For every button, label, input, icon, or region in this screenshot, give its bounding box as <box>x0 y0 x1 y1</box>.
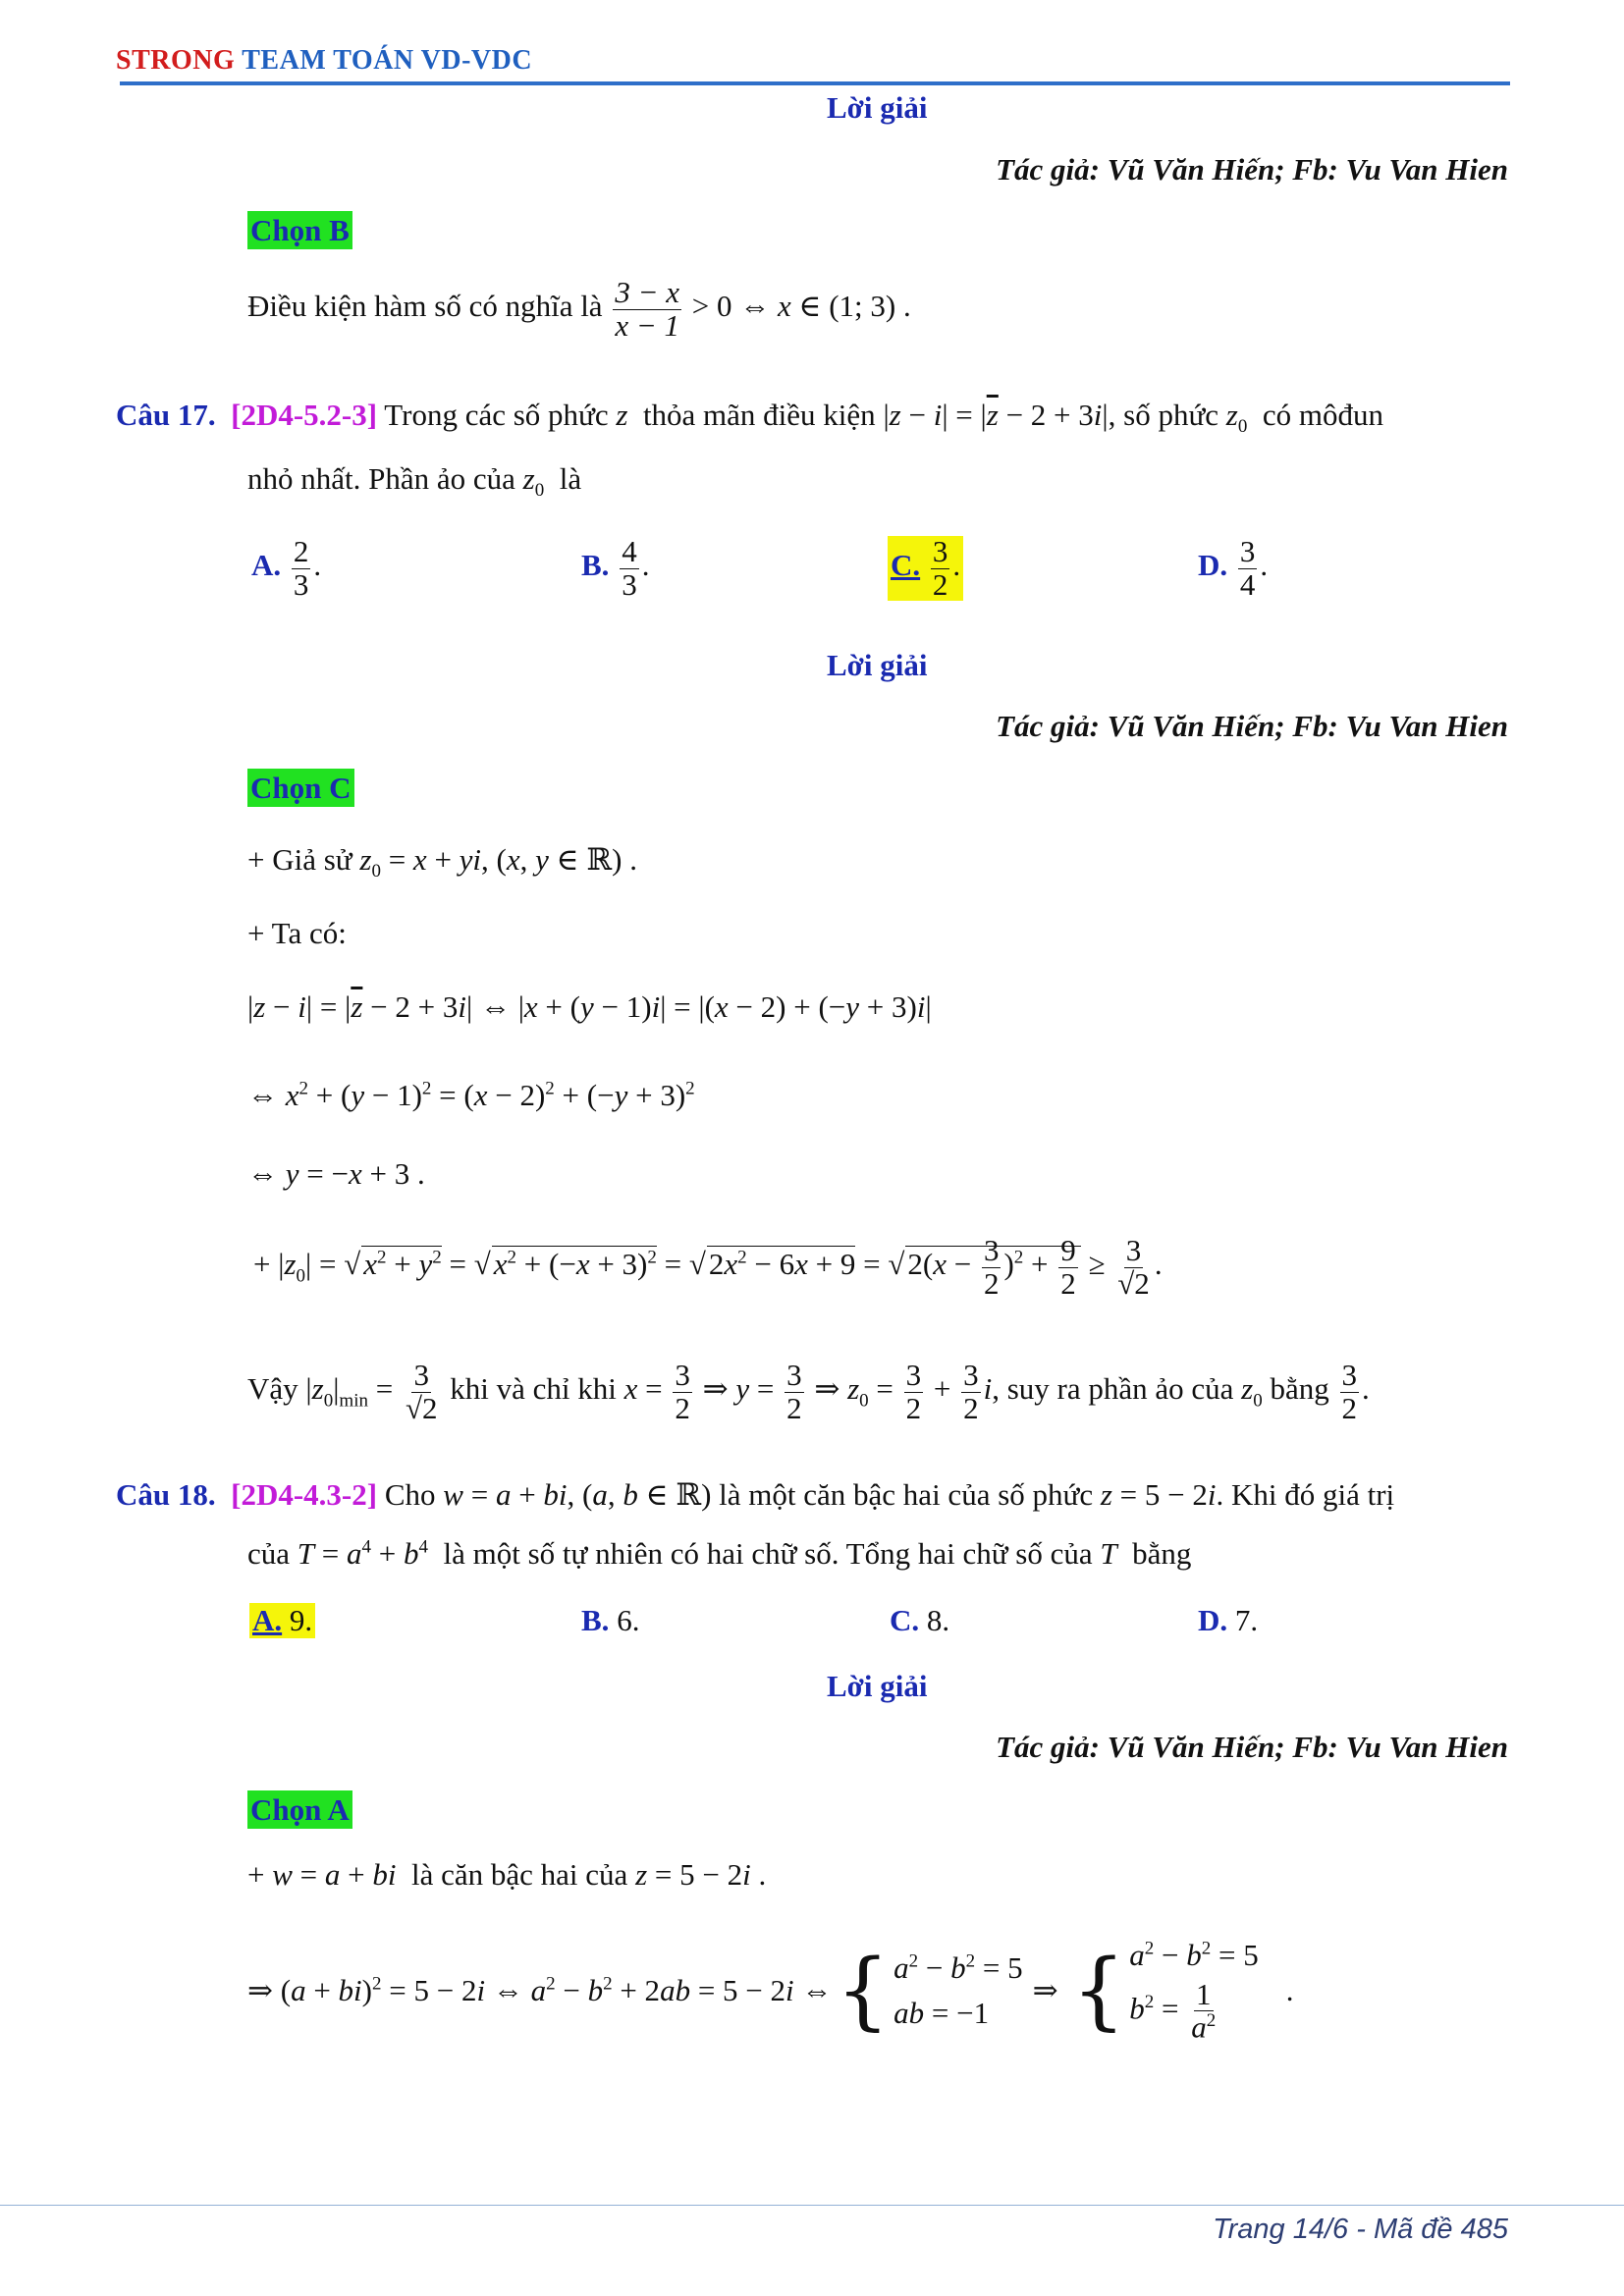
question-number: Câu 17. <box>116 398 216 432</box>
solution-step: + Giả sử $z_0 = x$ + yi, (x, y ∈ ℝ) . <box>247 842 637 882</box>
fraction: $\frac{3 - x}{x - 1}$ <box>615 275 680 343</box>
modulus-line: + $|z_0| = √x^2 + y^2 = √x^2 + (-x + 3)^2 = √2x^2 - 6x + 9 = √2(x$ − $\frac{3}{2}$ )$^2$ + $\frac{9}{2}$ ≥ $\frac{3}{√2}$ . <box>253 1233 1163 1301</box>
equation-line: ⇔ $x^2 + (y - 1)^2 = (x - 2)^2 + (-y + 3)^2$ <box>247 1078 695 1112</box>
question-code: [2D4-5.2-3] <box>231 398 378 432</box>
brand-title <box>116 45 532 77</box>
question-17: Câu 17. [2D4-5.2-3] Trong các số phức z thỏa mãn điều kiện $|z - i| = |\overline{z} - 2 + 3i|$, số phức $z_0$ có môđun <box>116 398 1383 438</box>
brand-team: TEAM TOÁN VD-VDC <box>242 45 533 76</box>
author-line: Tác giả: Vũ Văn Hiến; Fb: Vu Van Hien <box>996 1730 1508 1764</box>
equation-line: $|z - i| = |\overline{z} - 2 + 3i|$ ⇔ |x + (y − 1)i| = |(x − 2) + (−y + 3)i| <box>247 989 932 1024</box>
chon-badge: Chọn C <box>247 771 354 806</box>
header-rule <box>120 81 1510 85</box>
question-number: Câu 18. <box>116 1477 216 1512</box>
option-b[interactable]: B. $\frac{4}{3}$ . <box>581 534 650 602</box>
option-d[interactable]: D. $\frac{3}{4}$ . <box>1198 534 1269 602</box>
option-a-correct[interactable]: A. 9. <box>249 1603 315 1638</box>
page-number: Trang 14/6 - Mã đề 485 <box>1213 2214 1508 2245</box>
condition-line: Điều kiện hàm số có nghĩa là $\frac{3 - x}{x - 1}$ > 0 ⇔ x ∈ (1; 3) . <box>247 275 911 343</box>
question-18-line2: của $T = a^4 + b^4$ là một số tự nhiên có hai chữ số. Tổng hai chữ số của T bằng <box>247 1536 1192 1571</box>
question-18: Câu 18. [2D4-4.3-2] Cho w = a + bi, (a, b ∈ ℝ) là một căn bậc hai của số phức z = 5 − 2i. Khi đó giá trị <box>116 1477 1395 1512</box>
system-equation: ⇒ (a + bi)$^2$ = 5 − 2i ⇔ $a^2 - b^2 + 2ab = 5 - 2i$ ⇔ { $a^2 - b^2 = 5$ ab = −1 ⇒ { $a^2 - b^2 = 5$ $b^2$ = $\frac{1}{a^2}$ . <box>247 1937 1294 2045</box>
equation-line: ⇔ y = −x + 3 . <box>247 1156 425 1191</box>
chon-badge: Chọn B <box>247 213 352 248</box>
option-c[interactable]: C. 8. <box>890 1603 950 1637</box>
chon-badge: Chọn A <box>247 1792 352 1828</box>
solution-step: + Ta có: <box>247 916 347 950</box>
loi-giai-heading: Lời giải <box>827 648 928 682</box>
loi-giai-heading: Lời giải <box>827 90 928 125</box>
author-line: Tác giả: Vũ Văn Hiến; Fb: Vu Van Hien <box>996 709 1508 743</box>
footer-rule <box>0 2205 1624 2206</box>
option-d[interactable]: D. 7. <box>1198 1603 1259 1637</box>
solution-step: + w = a + bi là căn bậc hai của z = 5 − 2i . <box>247 1857 767 1892</box>
option-c-correct[interactable]: C. $\frac{3}{2}$ . <box>888 536 963 601</box>
loi-giai-heading: Lời giải <box>827 1669 928 1703</box>
option-b[interactable]: B. 6. <box>581 1603 640 1637</box>
option-a[interactable]: A. $\frac{2}{3}$ . <box>251 534 322 602</box>
question-17-line2: nhỏ nhất. Phần ảo của $z_0$ là <box>247 461 582 502</box>
conclusion-line: Vậy $|z_0|_{min}$ = $\frac{3}{√2}$ khi và chỉ khi x = $\frac{3}{2}$ ⇒ y = $\frac{3}{2}$ ⇒ $z_0$ = $\frac{3}{2}$ + $\frac{3}{2}$ i, suy ra phần ảo của $z_0$ bằng $\frac{3}{2}$ . <box>247 1358 1370 1425</box>
author-line: Tác giả: Vũ Văn Hiến; Fb: Vu Van Hien <box>996 152 1508 187</box>
question-code: [2D4-4.3-2] <box>231 1477 378 1512</box>
brand-strong: STRONG <box>116 45 236 76</box>
